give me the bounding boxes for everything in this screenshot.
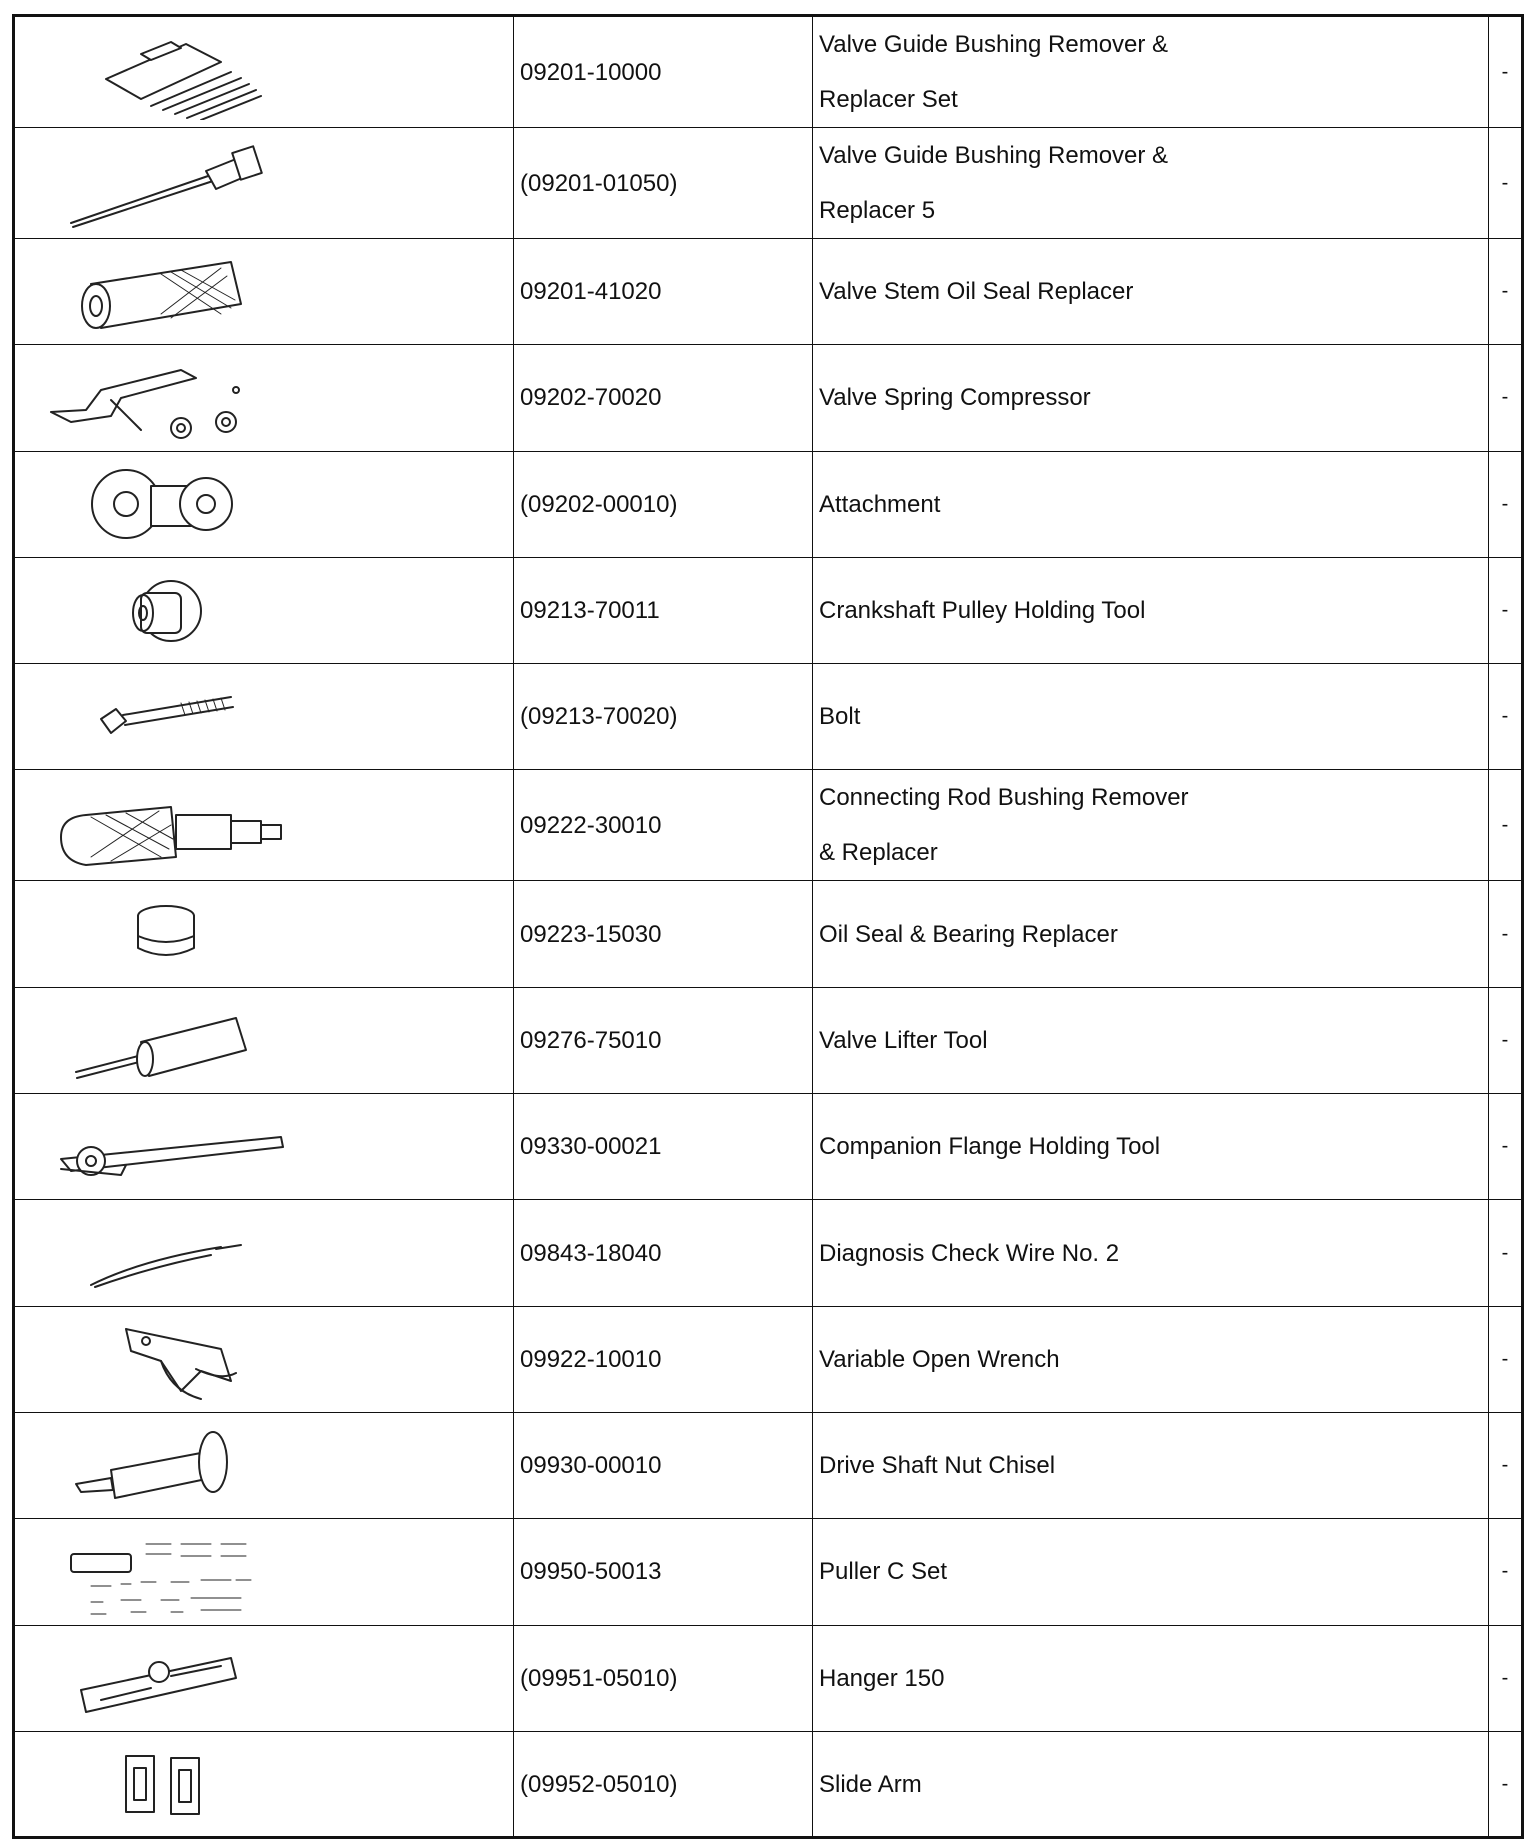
part-number-cell xyxy=(514,128,813,239)
part-number: 09922-10010 xyxy=(520,1345,662,1373)
table-row xyxy=(14,1519,1523,1625)
part-number-cell xyxy=(514,1200,813,1306)
tool-name: Hanger 150 xyxy=(819,1664,945,1692)
tool-illustration-cell xyxy=(14,987,514,1093)
part-number-cell xyxy=(514,881,813,987)
note-cell xyxy=(1489,1731,1523,1837)
part-number: 09223-15030 xyxy=(520,920,662,948)
tool-name-cell xyxy=(813,1094,1489,1200)
tool-name: Oil Seal & Bearing Replacer xyxy=(819,920,1118,948)
tool-illustration-cell xyxy=(14,128,514,239)
part-number: 09276-75010 xyxy=(520,1026,662,1054)
part-number-cell xyxy=(514,770,813,881)
note-cell xyxy=(1489,1625,1523,1731)
table-row xyxy=(14,345,1523,451)
note-cell xyxy=(1489,1200,1523,1306)
tool-name: Connecting Rod Bushing Remover & Replacer xyxy=(819,784,1189,867)
tool-illustration-cell xyxy=(14,345,514,451)
part-number: 09950-50013 xyxy=(520,1558,662,1586)
part-number-cell xyxy=(514,987,813,1093)
tool-name-cell xyxy=(813,1412,1489,1518)
nut-chisel-icon xyxy=(31,1418,331,1514)
part-number: 09330-00021 xyxy=(520,1133,662,1161)
tool-illustration-cell xyxy=(14,16,514,128)
tool-name-cell xyxy=(813,987,1489,1093)
pulley-holder-icon xyxy=(31,563,331,659)
tool-name-cell xyxy=(813,345,1489,451)
tool-name: Valve Stem Oil Seal Replacer xyxy=(819,278,1134,306)
note-dash: - xyxy=(1501,1347,1509,1370)
note-cell xyxy=(1489,345,1523,451)
bearing-replacer-icon xyxy=(31,886,331,982)
bolt-icon xyxy=(31,669,331,765)
table-row xyxy=(14,557,1523,663)
part-number-cell xyxy=(514,1519,813,1625)
tool-illustration-cell xyxy=(14,451,514,557)
tool-name: Puller C Set xyxy=(819,1558,948,1586)
tool-name: Diagnosis Check Wire No. 2 xyxy=(819,1239,1120,1267)
special-service-tools-table xyxy=(12,14,1524,1839)
part-number: (09213-70020) xyxy=(520,703,678,731)
part-number: 09202-70020 xyxy=(520,384,662,412)
part-number-cell xyxy=(514,1731,813,1837)
tool-name-cell xyxy=(813,664,1489,770)
tools-table-body xyxy=(14,16,1523,1838)
part-number: (09201-01050) xyxy=(520,169,678,197)
note-dash: - xyxy=(1501,813,1509,836)
table-row xyxy=(14,881,1523,987)
tool-name: Drive Shaft Nut Chisel xyxy=(819,1452,1056,1480)
note-cell xyxy=(1489,451,1523,557)
table-row xyxy=(14,451,1523,557)
note-dash: - xyxy=(1501,1666,1509,1689)
note-dash: - xyxy=(1501,1560,1509,1583)
rod-bushing-tool-icon xyxy=(31,777,331,873)
oil-seal-replacer-icon xyxy=(31,244,331,340)
table-row xyxy=(14,239,1523,345)
part-number: 09843-18040 xyxy=(520,1239,662,1267)
tool-name: Bolt xyxy=(819,703,861,731)
note-dash: - xyxy=(1501,1454,1509,1477)
open-wrench-icon xyxy=(31,1311,331,1407)
part-number-cell xyxy=(514,557,813,663)
table-row xyxy=(14,1306,1523,1412)
tool-name-cell xyxy=(813,451,1489,557)
note-dash: - xyxy=(1501,492,1509,515)
table-row xyxy=(14,128,1523,239)
table-row xyxy=(14,770,1523,881)
tool-name-cell xyxy=(813,128,1489,239)
table-row xyxy=(14,1094,1523,1200)
check-wire-icon xyxy=(31,1205,331,1301)
tool-illustration-cell xyxy=(14,1625,514,1731)
note-cell xyxy=(1489,1094,1523,1200)
table-row xyxy=(14,987,1523,1093)
note-dash: - xyxy=(1501,171,1509,194)
tool-illustration-cell xyxy=(14,770,514,881)
tool-name: Valve Lifter Tool xyxy=(819,1026,988,1054)
hanger-icon xyxy=(31,1630,331,1726)
tool-name-cell xyxy=(813,239,1489,345)
slide-arm-icon xyxy=(31,1736,331,1832)
part-number: 09222-30010 xyxy=(520,811,662,839)
valve-guide-set-icon xyxy=(31,24,331,120)
tool-name: Companion Flange Holding Tool xyxy=(819,1133,1161,1161)
part-number: (09951-05010) xyxy=(520,1664,678,1692)
part-number-cell xyxy=(514,239,813,345)
note-cell xyxy=(1489,1412,1523,1518)
note-cell xyxy=(1489,770,1523,881)
tool-name: Crankshaft Pulley Holding Tool xyxy=(819,597,1146,625)
table-row xyxy=(14,1731,1523,1837)
note-cell xyxy=(1489,239,1523,345)
tool-illustration-cell xyxy=(14,1094,514,1200)
part-number: 09930-00010 xyxy=(520,1452,662,1480)
tool-name-cell xyxy=(813,557,1489,663)
tool-name-cell xyxy=(813,1625,1489,1731)
tool-name-cell xyxy=(813,770,1489,881)
note-cell xyxy=(1489,987,1523,1093)
tool-illustration-cell xyxy=(14,1731,514,1837)
spring-compressor-icon xyxy=(31,350,331,446)
flange-holder-icon xyxy=(31,1099,331,1195)
note-dash: - xyxy=(1501,599,1509,622)
table-row xyxy=(14,1412,1523,1518)
part-number: (09202-00010) xyxy=(520,490,678,518)
note-dash: - xyxy=(1501,60,1509,83)
note-cell xyxy=(1489,557,1523,663)
tool-name-cell xyxy=(813,881,1489,987)
tool-illustration-cell xyxy=(14,1519,514,1625)
tool-name: Attachment xyxy=(819,490,941,518)
tool-name-cell xyxy=(813,1200,1489,1306)
part-number-cell xyxy=(514,1306,813,1412)
note-dash: - xyxy=(1501,386,1509,409)
part-number-cell xyxy=(514,1412,813,1518)
note-dash: - xyxy=(1501,280,1509,303)
part-number-cell xyxy=(514,1094,813,1200)
note-cell xyxy=(1489,1306,1523,1412)
tool-name: Valve Guide Bushing Remover & Replacer 5 xyxy=(819,142,1169,224)
tool-name: Variable Open Wrench xyxy=(819,1345,1060,1373)
table-row xyxy=(14,664,1523,770)
tool-illustration-cell xyxy=(14,1306,514,1412)
part-number: 09201-10000 xyxy=(520,58,662,86)
tool-illustration-cell xyxy=(14,881,514,987)
tool-illustration-cell xyxy=(14,1200,514,1306)
part-number-cell xyxy=(514,1625,813,1731)
note-dash: - xyxy=(1501,1028,1509,1051)
note-dash: - xyxy=(1501,1135,1509,1158)
table-row xyxy=(14,16,1523,128)
tool-name-cell xyxy=(813,1519,1489,1625)
note-dash: - xyxy=(1501,1772,1509,1795)
note-cell xyxy=(1489,664,1523,770)
tool-illustration-cell xyxy=(14,557,514,663)
part-number: (09952-05010) xyxy=(520,1770,678,1798)
note-dash: - xyxy=(1501,705,1509,728)
part-number: 09213-70011 xyxy=(520,597,660,625)
part-number-cell xyxy=(514,16,813,128)
part-number-cell xyxy=(514,345,813,451)
tool-illustration-cell xyxy=(14,1412,514,1518)
part-number: 09201-41020 xyxy=(520,278,662,306)
part-number-cell xyxy=(514,664,813,770)
tool-name: Slide Arm xyxy=(819,1770,922,1798)
remover-rod-icon xyxy=(31,135,331,231)
tool-name: Valve Guide Bushing Remover & Replacer Set xyxy=(819,31,1169,113)
table-row xyxy=(14,1625,1523,1731)
valve-lifter-icon xyxy=(31,992,331,1088)
tool-name-cell xyxy=(813,16,1489,128)
tool-name-cell xyxy=(813,1731,1489,1837)
note-cell xyxy=(1489,1519,1523,1625)
part-number-cell xyxy=(514,451,813,557)
note-dash: - xyxy=(1501,922,1509,945)
note-cell xyxy=(1489,881,1523,987)
note-dash: - xyxy=(1501,1241,1509,1264)
table-row xyxy=(14,1200,1523,1306)
note-cell xyxy=(1489,16,1523,128)
note-cell xyxy=(1489,128,1523,239)
tool-name: Valve Spring Compressor xyxy=(819,384,1091,412)
tool-illustration-cell xyxy=(14,664,514,770)
attachment-icon xyxy=(31,456,331,552)
tool-illustration-cell xyxy=(14,239,514,345)
puller-set-icon xyxy=(31,1524,331,1620)
tool-name-cell xyxy=(813,1306,1489,1412)
